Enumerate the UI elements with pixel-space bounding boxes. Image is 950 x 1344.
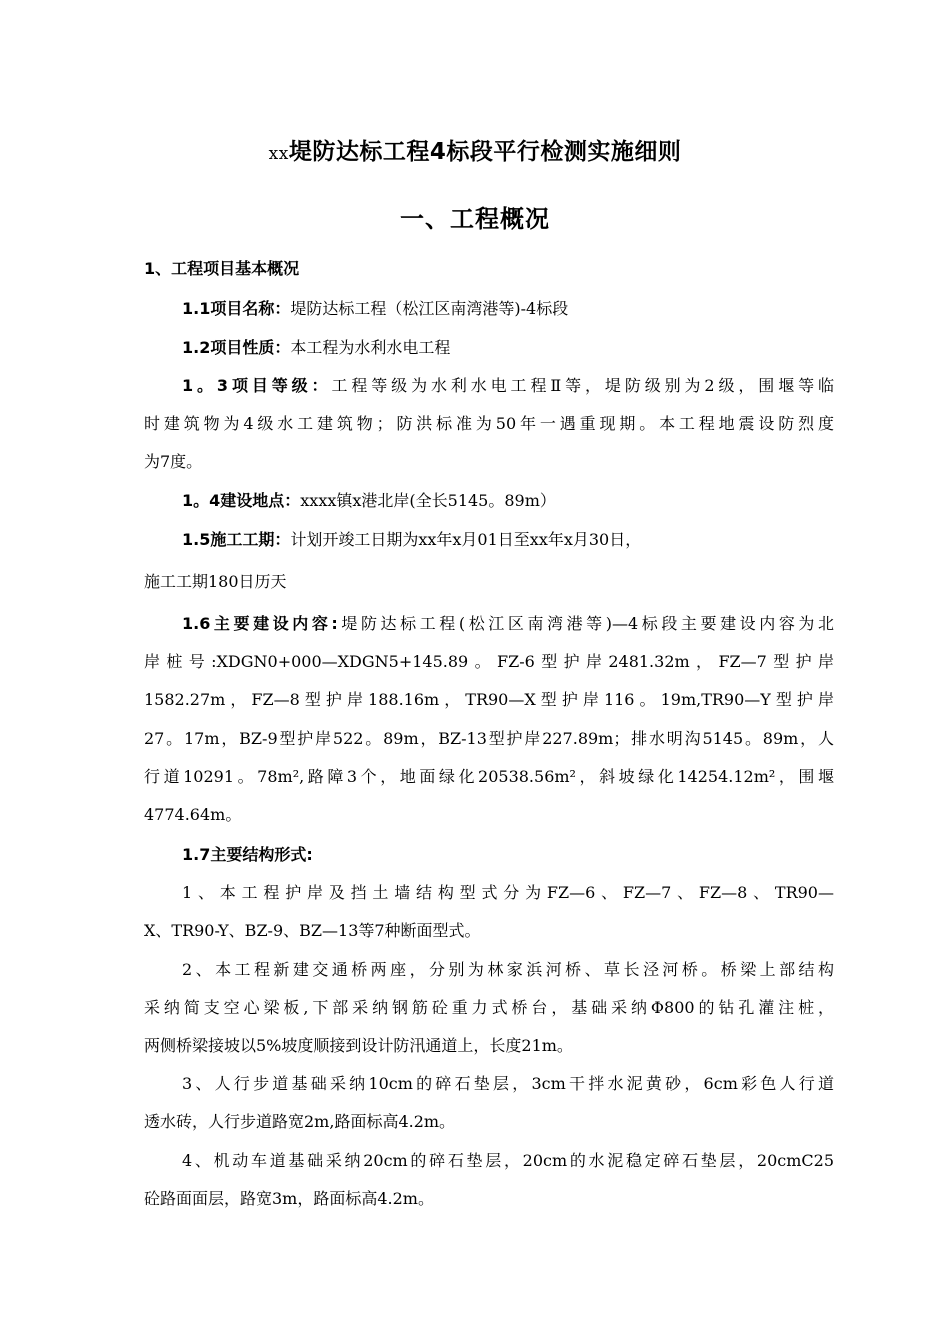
item-1-2-text: 本工程为水利水电工程: [290, 338, 451, 357]
structure-2-line-1: 2、本工程新建交通桥两座，分别为林家浜河桥、草长泾河桥。桥梁上部结构: [182, 960, 834, 979]
item-1-5-text: 计划开竣工日期为xx年x月01日至xx年x月30日，: [290, 530, 642, 549]
item-1-4: [182, 491, 834, 511]
item-1-3-label: 1。3项目等级：: [182, 376, 332, 395]
item-1-5-label: 1.5施工工期：: [182, 530, 291, 549]
chapter-heading: 一、工程概况: [400, 205, 550, 233]
item-1-6-label: 1.6主要建设内容:: [182, 614, 338, 633]
structure-1-line-1: 1、本工程护岸及挡土墙结构型式分为FZ—6、FZ—7、FZ—8、TR90—: [182, 883, 834, 902]
item-1-6-line-6: 4774.64m。: [144, 805, 242, 824]
item-1-3-line-1: [182, 376, 834, 396]
item-1-5-line-2: 施工工期180日历天: [144, 572, 287, 591]
item-1-1-text: 堤防达标工程（松江区南湾港等)-4标段: [290, 299, 569, 318]
item-1-6-text: 堤防达标工程(松江区南湾港等)—4标段主要建设内容为北: [337, 614, 834, 633]
item-1-6-line-1: [182, 614, 834, 634]
structure-3-line-1: 3、人行步道基础采纳10cm的碎石垫层，3cm干拌水泥黄砂，6cm彩色人行道: [182, 1074, 834, 1093]
structure-2-line-2: 采纳简支空心梁板,下部采纳钢筋砼重力式桥台，基础采纳Φ800的钻孔灌注桩，: [144, 998, 834, 1017]
title-main: 堤防达标工程4标段平行检测实施细则: [288, 139, 682, 165]
item-1-3-line-2: 时建筑物为4级水工建筑物；防洪标准为50年一遇重现期。本工程地震设防烈度: [144, 414, 834, 433]
item-1-3-text: 工程等级为水利水电工程Ⅱ等，堤防级别为2级，围堰等临: [331, 376, 834, 395]
document-title: [0, 133, 950, 166]
structure-1-line-2: X、TR90-Y、BZ-9、BZ—13等7种断面型式。: [144, 921, 481, 940]
item-1-3-line-3: 为7度。: [144, 452, 203, 471]
item-1-5-line-1: [182, 530, 834, 550]
item-1-1-label: 1.1项目名称：: [182, 299, 291, 318]
item-1-4-label: 1。4建设地点：: [182, 491, 301, 510]
structure-4-line-2: 砼路面面层，路宽3m，路面标高4.2m。: [144, 1189, 434, 1208]
item-1-6-line-2: 岸桩号:XDGN0+000—XDGN5+145.89。FZ-6型护岸2481.32m，FZ—7型护岸: [144, 652, 834, 671]
item-1-2-label: 1.2项目性质：: [182, 338, 291, 357]
title-prefix: xx: [268, 144, 289, 164]
structure-3-line-2: 透水砖，人行步道路宽2m,路面标高4.2m。: [144, 1112, 456, 1131]
item-1-7: [182, 845, 834, 865]
item-1-6-line-3: 1582.27m，FZ—8型护岸188.16m，TR90—X型护岸116。19m,TR90—Y型护岸: [144, 690, 834, 709]
structure-2-line-3: 两侧桥梁接坡以5%坡度顺接到设计防汛通道上，长度21m。: [144, 1036, 573, 1055]
item-1-2: [182, 338, 834, 358]
structure-4-line-1: 4、机动车道基础采纳20cm的碎石垫层，20cm的水泥稳定碎石垫层，20cmC25: [182, 1151, 834, 1170]
section-heading: 1、工程项目基本概况: [144, 259, 300, 278]
item-1-4-text: xxxx镇x港北岸(全长5145。89m）: [300, 491, 556, 510]
item-1-6-line-5: 行道10291。78m²,路障3个，地面绿化20538.56m²，斜坡绿化14254.12m²，围堰: [144, 767, 834, 786]
item-1-6-line-4: 27。17m，BZ-9型护岸522。89m，BZ-13型护岸227.89m；排水明沟5145。89m，人: [144, 729, 834, 748]
item-1-1: [182, 299, 834, 319]
item-1-7-label: 1.7主要结构形式:: [182, 845, 313, 864]
